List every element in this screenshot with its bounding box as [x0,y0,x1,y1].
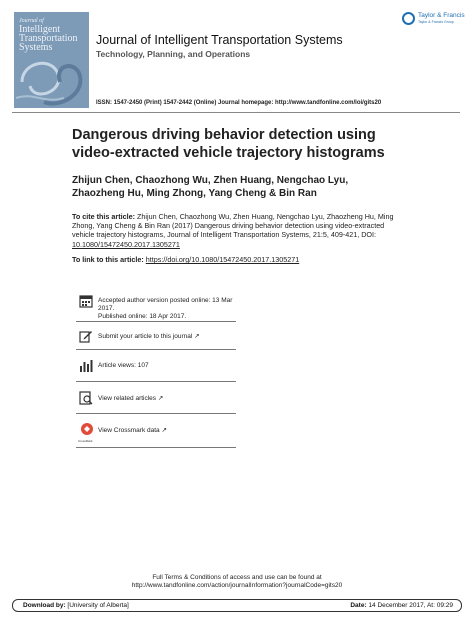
download-date [350,600,453,611]
submit-article-row[interactable] [76,322,236,350]
cover-title-small: Journal of [19,18,44,24]
journal-title: Journal of Intelligent Transportation Systems [96,33,343,47]
header-divider [12,112,460,113]
external-link-icon: ↗ [194,333,200,340]
related-articles-label: View related articles [98,395,157,402]
publisher-logo[interactable] [402,12,464,28]
cover-title [19,18,85,52]
submit-article-link[interactable] [98,333,200,341]
cover-title-main: Intelligent Transportation Systems [19,24,78,53]
crossmark-logo-icon [79,422,95,440]
publisher-tagline: Taylor & Francis Group [418,20,454,24]
journal-cover-image[interactable] [14,12,89,108]
citation-text: Zhijun Chen, Chaozhong Wu, Zhen Huang, Nengchao Lyu, Zhaozheng Hu, Ming Zhong, Yang Cheng & Bin Ran (2017) Dangerous driving behavior detection using video-extracted vehicle trajectory histograms, Journal of Intelligent Transportation Systems, 21:5, 409-421, DOI: [72,212,394,240]
crossmark-link[interactable] [98,427,167,435]
published-date: Published online: 18 Apr 2017. [98,313,187,320]
article-link-block [72,255,299,264]
related-articles-row[interactable] [76,382,236,414]
related-articles-link[interactable] [98,395,163,403]
publisher-circle-icon [402,12,415,25]
download-by-value: [University of Alberta] [67,602,129,609]
issn-line[interactable]: ISSN: 1547-2450 (Print) 1547-2442 (Online) Journal homepage: http://www.tandfonline.com/loi/gits20 [96,100,382,106]
citation-doi-link[interactable]: 10.1080/15472450.2017.1305271 [72,239,180,249]
article-views: Article views: 107 [98,362,149,369]
edit-icon [79,329,93,343]
external-link-icon: ↗ [157,395,164,402]
publication-dates-row [76,290,236,322]
download-date-value: 14 December 2017, At: 09:29 [368,602,453,609]
bar-chart-icon [79,359,93,373]
article-doi-url[interactable]: https://doi.org/10.1080/15472450.2017.1305271 [145,255,300,264]
download-date-label: Date: [350,602,367,609]
crossmark-label: View Crossmark data [98,427,160,434]
terms-url[interactable]: http://www.tandfonline.com/action/journalInformation?journalCode=gits20 [131,582,343,589]
calendar-icon [79,294,93,308]
crossmark-logo-text: CrossMark [78,439,93,443]
article-views-row [76,350,236,382]
article-authors: Zhijun Chen, Chaozhong Wu, Zhen Huang, Nengchao Lyu, Zhaozheng Hu, Ming Zhong, Yang Cheng & Bin Ran [72,175,349,199]
accepted-date: Accepted author version posted online: 13 Mar 2017. [98,297,233,312]
journal-subtitle: Technology, Planning, and Operations [96,49,251,59]
crossmark-row[interactable] [76,414,236,448]
citation-label: To cite this article: [72,212,135,221]
download-by [23,600,129,611]
article-title: Dangerous driving behavior detection using video-extracted vehicle trajectory histograms [72,127,385,161]
submit-article-label: Submit your article to this journal [98,333,193,340]
cover-swirl-graphic [14,52,89,108]
external-link-icon: ↗ [161,427,167,434]
terms-text: Full Terms & Conditions of access and use can be found at [152,574,322,581]
download-by-label: Download by: [23,602,66,609]
article-info-panel [76,290,236,448]
publisher-name: Taylor & Francis [418,12,465,19]
download-info-bar [12,599,462,612]
citation-block [72,212,402,249]
related-articles-icon [79,391,93,405]
article-link-label: To link to this article: [72,255,144,264]
